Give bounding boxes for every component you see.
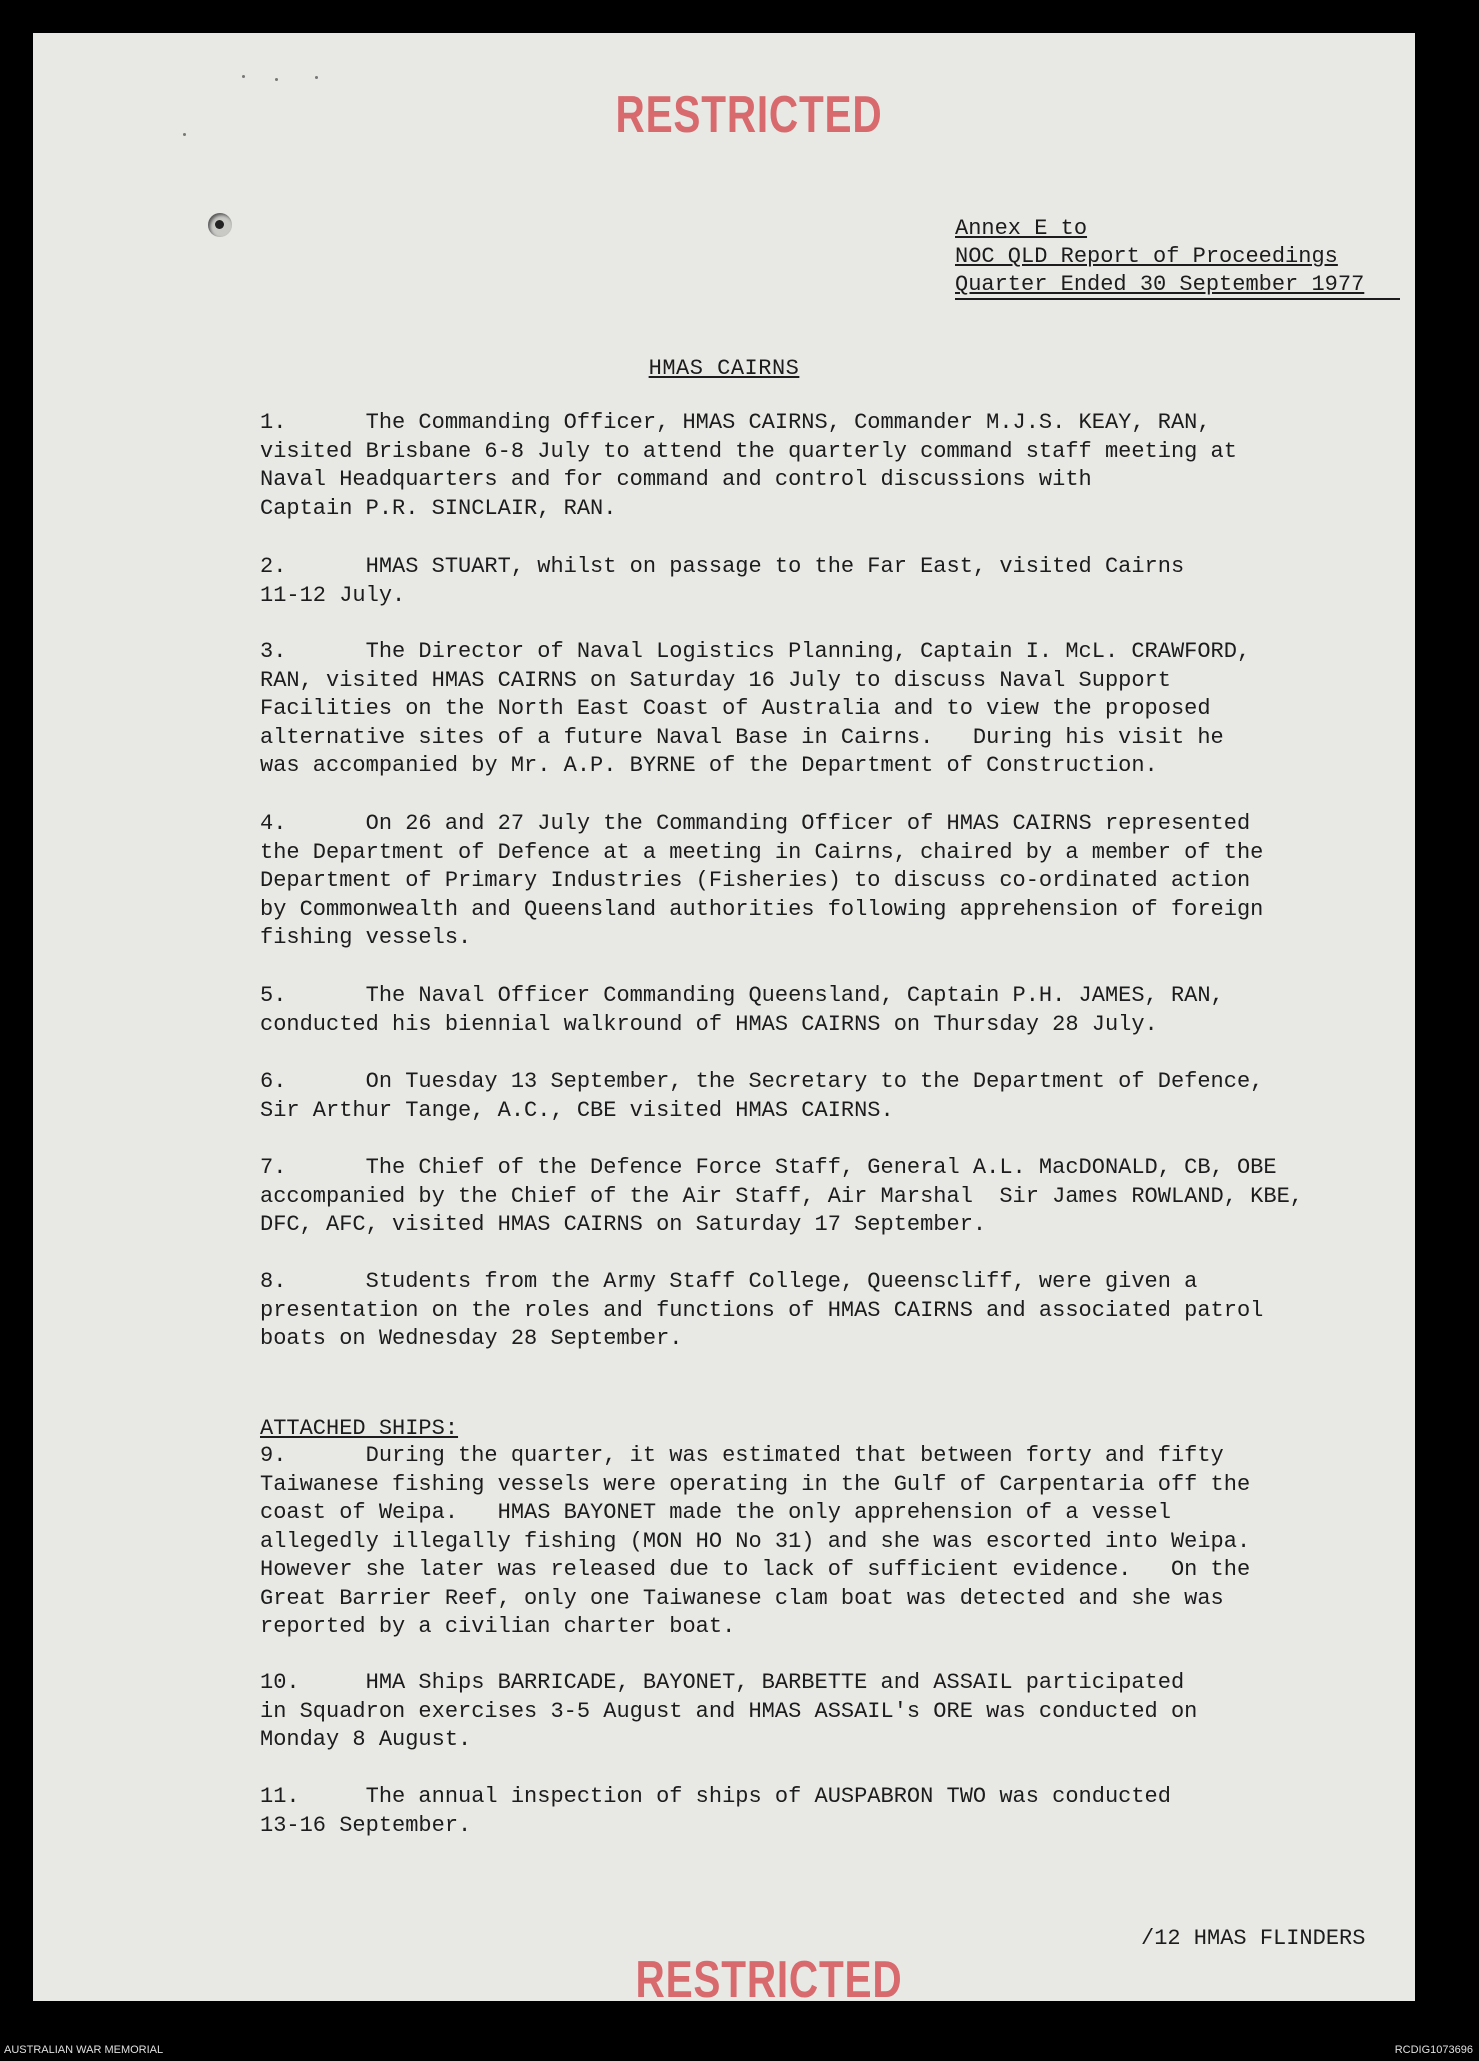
section-heading-attached-ships: ATTACHED SHIPS: xyxy=(260,1416,459,1441)
annex-line-1: Annex E to xyxy=(955,216,1088,241)
paragraph-2: 2. HMAS STUART, whilst on passage to the Far East, visited Cairns 11-12 July. xyxy=(260,554,1185,608)
paper-speck xyxy=(275,78,278,81)
annex-underline xyxy=(955,298,1400,300)
paragraph-10: 10. HMA Ships BARRICADE, BAYONET, BARBETTE and ASSAIL participated in Squadron exercises 3-5 August and HMAS ASSAIL's ORE was conducted on Monday 8 August. xyxy=(260,1670,1198,1752)
paragraph-4: 4. On 26 and 27 July the Commanding Officer of HMAS CAIRNS represented the Department of Defence at a meeting in Cairns, chaired by a member of the Department of Primary Industries (Fisheries) to discuss co-ordinated action by Commonwealth and Queensland authorities following apprehension of foreign fishing vessels. xyxy=(260,811,1264,950)
archive-id: RCDIG1073696 xyxy=(1394,2044,1473,2056)
annex-line-2: NOC QLD Report of Proceedings xyxy=(955,244,1338,269)
annex-reference xyxy=(955,215,1364,299)
paragraph-3: 3. The Director of Naval Logistics Planning, Captain I. McL. CRAWFORD, RAN, visited HMAS CAIRNS on Saturday 16 July to discuss Naval Support Facilities on the North East Coast of Australia and to view the proposed alternative sites of a future Naval Base in Cairns. During his visit he was accompanied by Mr. A.P. BYRNE of the Department of Construction. xyxy=(260,639,1251,778)
punch-hole-icon xyxy=(208,213,232,237)
paragraph-1: 1. The Commanding Officer, HMAS CAIRNS, Commander M.J.S. KEAY, RAN, visited Brisbane 6-8 July to attend the quarterly command staff meeting at Naval Headquarters and for command and control discussions with Captain P.R. SINCLAIR, RAN. xyxy=(260,410,1237,521)
restricted-stamp-top: RESTRICTED xyxy=(615,86,883,144)
paper-speck xyxy=(242,75,245,78)
document-title: HMAS CAIRNS xyxy=(648,356,800,381)
paragraph-5: 5. The Naval Officer Commanding Queensland, Captain P.H. JAMES, RAN, conducted his biennial walkround of HMAS CAIRNS on Thursday 28 July. xyxy=(260,983,1224,1037)
paragraph-7: 7. The Chief of the Defence Force Staff, General A.L. MacDONALD, CB, OBE accompanied by the Chief of the Air Staff, Air Marshal Sir James ROWLAND, KBE, DFC, AFC, visited HMAS CAIRNS on Saturday 17 September. xyxy=(260,1155,1303,1237)
restricted-stamp-bottom: RESTRICTED xyxy=(635,1951,903,2009)
continuation-note: /12 HMAS FLINDERS xyxy=(1141,1926,1366,1951)
annex-line-3: Quarter Ended 30 September 1977 xyxy=(955,272,1365,297)
document-page xyxy=(33,33,1415,2009)
paper-speck xyxy=(183,133,186,136)
archive-credit: AUSTRALIAN WAR MEMORIAL xyxy=(4,2044,164,2056)
paper-speck xyxy=(315,76,318,79)
paragraph-11: 11. The annual inspection of ships of AUSPABRON TWO was conducted 13-16 September. xyxy=(260,1784,1171,1838)
paragraph-6: 6. On Tuesday 13 September, the Secretary to the Department of Defence, Sir Arthur Tange, A.C., CBE visited HMAS CAIRNS. xyxy=(260,1069,1264,1123)
paragraph-8: 8. Students from the Army Staff College, Queenscliff, were given a presentation on the roles and functions of HMAS CAIRNS and associated patrol boats on Wednesday 28 September. xyxy=(260,1269,1264,1351)
paragraph-9: 9. During the quarter, it was estimated that between forty and fifty Taiwanese fishing vessels were operating in the Gulf of Carpentaria off the coast of Weipa. HMAS BAYONET made the only apprehension of a vessel allegedly illegally fishing (MON HO No 31) and she was escorted into Weipa. However she later was released due to lack of sufficient evidence. On the Great Barrier Reef, only one Taiwanese clam boat was detected and she was reported by a civilian charter boat. xyxy=(260,1443,1251,1639)
